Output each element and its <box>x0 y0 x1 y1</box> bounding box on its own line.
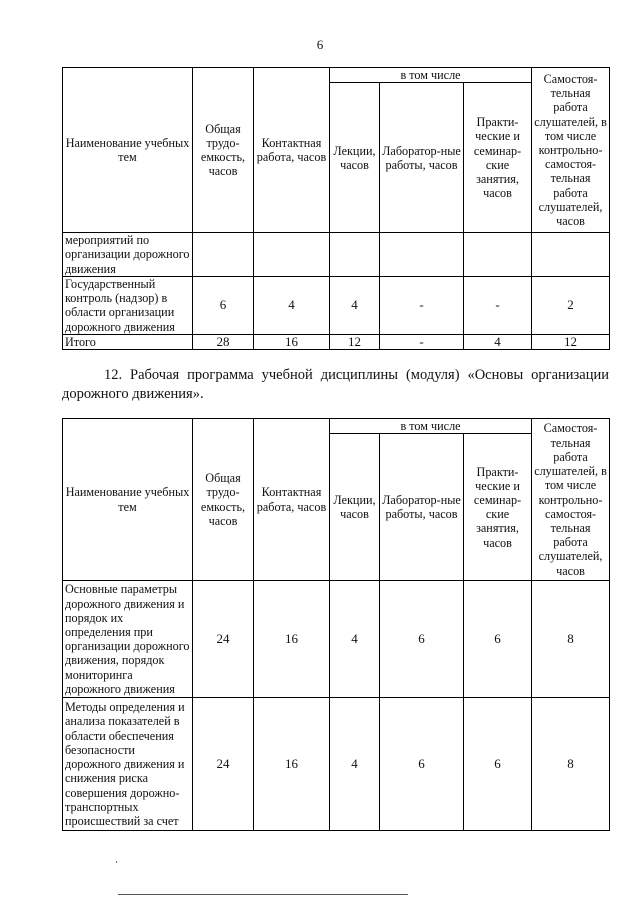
section-heading <box>62 366 609 404</box>
row-self: 2 <box>532 276 610 334</box>
header-lab: Лаборатор-ные работы, часов <box>380 434 464 581</box>
total-practical: 4 <box>464 334 532 349</box>
table-top <box>62 67 610 350</box>
row-lectures <box>330 233 380 277</box>
row-lab <box>380 233 464 277</box>
row-self: 8 <box>532 698 610 831</box>
table-row <box>63 233 610 277</box>
header-including: в том числе <box>330 419 532 434</box>
total-self: 12 <box>532 334 610 349</box>
header-practical: Практи-ческие и семинар-ские занятия, часов <box>464 83 532 233</box>
header-lectures: Лекции, часов <box>330 83 380 233</box>
row-lab: - <box>380 276 464 334</box>
table-bottom <box>62 418 610 831</box>
page-number: 6 <box>316 37 324 52</box>
header-including: в том числе <box>330 68 532 83</box>
row-topic: Государственный контроль (надзор) в области организации дорожного движения <box>63 276 193 334</box>
total-lectures: 12 <box>330 334 380 349</box>
row-practical: 6 <box>464 581 532 698</box>
section-heading-text: 12. Рабочая программа учебной дисциплины (модуля) «Основы организации дорожного движения». <box>62 367 609 402</box>
row-topic: мероприятий по организации дорожного движения <box>63 233 193 277</box>
total-total: 28 <box>193 334 254 349</box>
total-contact: 16 <box>254 334 330 349</box>
table-row <box>63 581 610 698</box>
row-total <box>193 233 254 277</box>
header-total: Общая трудо-емкость, часов <box>193 419 254 581</box>
row-practical: - <box>464 276 532 334</box>
row-lab: 6 <box>380 698 464 831</box>
row-lectures: 4 <box>330 698 380 831</box>
row-total: 24 <box>193 581 254 698</box>
row-topic: Основные параметры дорожного движения и порядок их определения при организации дорожного движения, порядок мониторинга дорожного движения <box>63 581 193 698</box>
header-self: Самостоя-тельная работа слушателей, в том числе контрольно-самостоя-тельная работа слушателей, часов <box>532 419 610 581</box>
row-total: 24 <box>193 698 254 831</box>
header-contact: Контактная работа, часов <box>254 68 330 233</box>
header-name: Наименование учебных тем <box>63 419 193 581</box>
row-contact: 16 <box>254 581 330 698</box>
total-label: Итого <box>63 334 193 349</box>
table-total-row <box>63 334 610 349</box>
row-self <box>532 233 610 277</box>
row-practical: 6 <box>464 698 532 831</box>
row-self: 8 <box>532 581 610 698</box>
row-contact: 16 <box>254 698 330 831</box>
row-practical <box>464 233 532 277</box>
row-topic: Методы определения и анализа показателей в области обеспечения безопасности дорожного движения и снижения риска совершения дорожно-транспортных происшествий за счет <box>63 698 193 831</box>
table-row <box>63 276 610 334</box>
scan-edge-line <box>118 894 408 895</box>
row-lectures: 4 <box>330 276 380 334</box>
scan-speck <box>116 861 117 863</box>
row-total: 6 <box>193 276 254 334</box>
row-contact <box>254 233 330 277</box>
total-lab: - <box>380 334 464 349</box>
header-practical: Практи-ческие и семинар-ские занятия, часов <box>464 434 532 581</box>
table-row <box>63 698 610 831</box>
header-total: Общая трудо-емкость, часов <box>193 68 254 233</box>
header-lectures: Лекции, часов <box>330 434 380 581</box>
row-contact: 4 <box>254 276 330 334</box>
row-lab: 6 <box>380 581 464 698</box>
header-contact: Контактная работа, часов <box>254 419 330 581</box>
header-lab: Лаборатор-ные работы, часов <box>380 83 464 233</box>
header-self: Самостоя-тельная работа слушателей, в том числе контрольно-самостоя-тельная работа слушателей, часов <box>532 68 610 233</box>
header-name: Наименование учебных тем <box>63 68 193 233</box>
row-lectures: 4 <box>330 581 380 698</box>
